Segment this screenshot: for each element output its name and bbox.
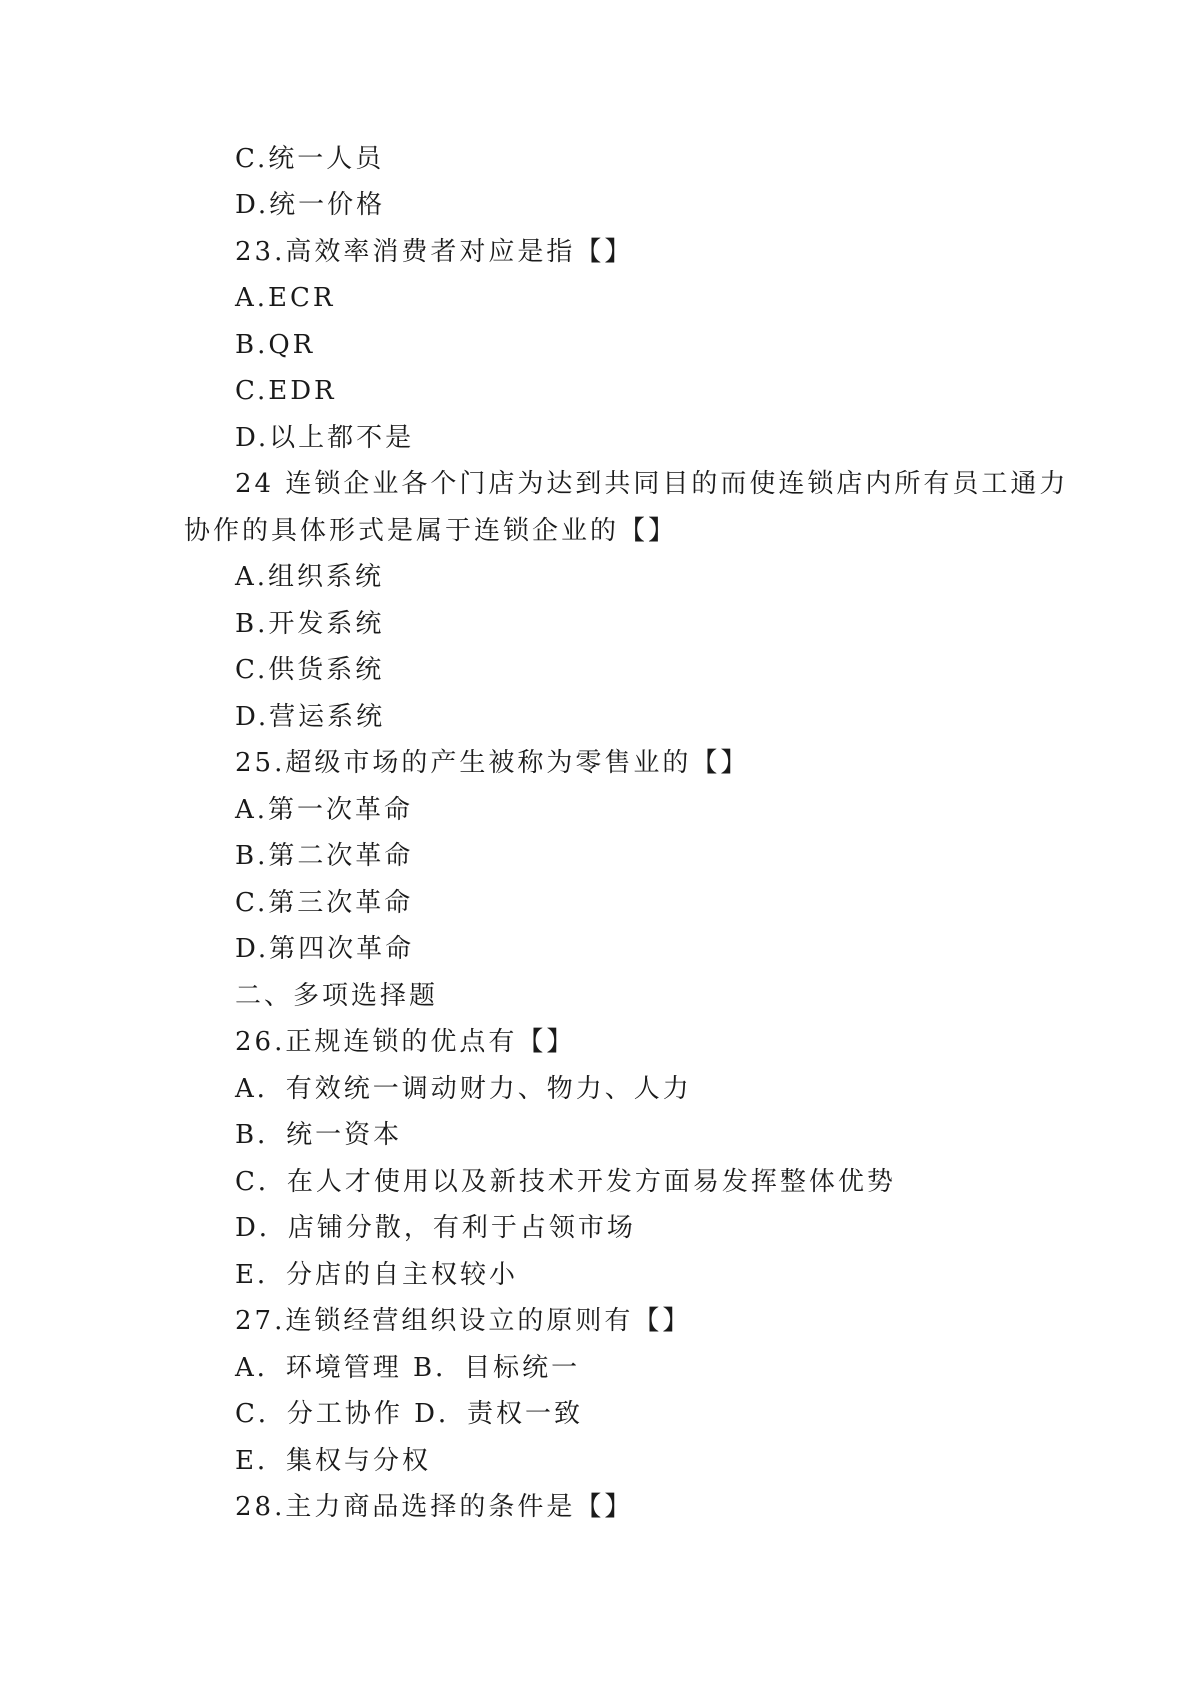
option-line: A．环境管理 B．目标统一 <box>235 1353 581 1383</box>
question-line: 28.主力商品选择的条件是【】 <box>235 1492 634 1522</box>
option-line: C．分工协作 D．责权一致 <box>235 1399 584 1429</box>
option-line: C.第三次革命 <box>235 888 414 918</box>
option-line: D.以上都不是 <box>235 423 415 453</box>
question-line: 25.超级市场的产生被称为零售业的【】 <box>235 748 750 778</box>
option-line: B.开发系统 <box>235 609 385 639</box>
option-line: A.第一次革命 <box>235 795 414 825</box>
question-line: 23.高效率消费者对应是指【】 <box>235 237 634 267</box>
option-line: A.ECR <box>235 283 336 313</box>
option-line: D.第四次革命 <box>235 934 415 964</box>
section-heading: 二、多项选择题 <box>235 981 439 1011</box>
question-line: 24 连锁企业各个门店为达到共同目的而使连锁店内所有员工通力 <box>235 469 1069 499</box>
option-line: D.营运系统 <box>235 702 386 732</box>
option-line: C.统一人员 <box>235 144 385 174</box>
option-line: A.组织系统 <box>235 562 385 592</box>
option-line: C.EDR <box>235 376 337 406</box>
option-line: E．分店的自主权较小 <box>235 1260 518 1290</box>
option-line: C.供货系统 <box>235 655 385 685</box>
option-line: A．有效统一调动财力、物力、人力 <box>235 1074 692 1104</box>
option-line: E．集权与分权 <box>235 1446 431 1476</box>
option-line: D.统一价格 <box>235 190 386 220</box>
option-line: B.QR <box>235 330 316 360</box>
option-line: B.第二次革命 <box>235 841 414 871</box>
question-line-continued: 协作的具体形式是属于连锁企业的【】 <box>184 516 678 546</box>
question-line: 26.正规连锁的优点有【】 <box>235 1027 576 1057</box>
question-line: 27.连锁经营组织设立的原则有【】 <box>235 1306 692 1336</box>
option-line: B．统一资本 <box>235 1120 403 1150</box>
option-line: D．店铺分散，有利于占领市场 <box>235 1213 636 1243</box>
option-line: C．在人才使用以及新技术开发方面易发挥整体优势 <box>235 1167 896 1197</box>
